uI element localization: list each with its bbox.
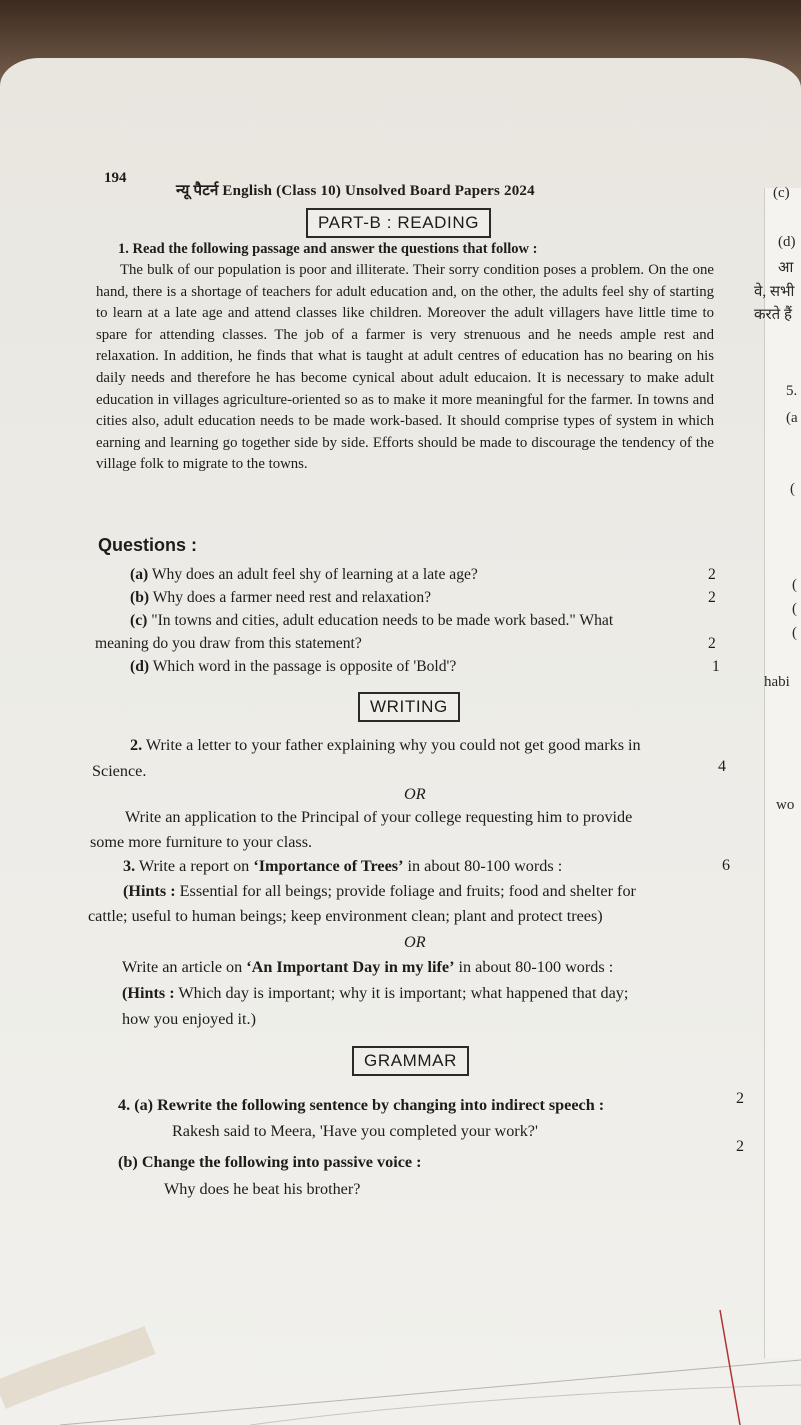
q2-alt-line1: Write an application to the Principal of your college requesting him to provide	[125, 808, 633, 826]
question-a-marks: 2	[708, 566, 716, 583]
question-c-cont: meaning do you draw from this statement?	[95, 635, 362, 652]
reading-passage: The bulk of our population is poor and illiterate. Their sorry condition poses a problem. On the one hand, there is a shortage of teachers for adult education and, on the other, the adults feel shy of starting to learn at a late age and attend classes like children. Moreover the adult villagers have little time to spare for attending classes. The job of a farmer is very strenuous and he needs ample rest and relaxation. In addition, he finds that what is taught at adult centres of education has no bearing on his daily needs and therefore he has become cynical about adult educaion. It is necessary to make adult education in villages agriculture-oriented so as to make it more meaningful for the farmer. In towns and cities also, adult education needs to be made work-based. It should comprise types of system in which earning and learning go together side by side. Efforts should be made to discourage the tendency of the village folk to migrate to the towns.	[96, 262, 714, 473]
question-d-marks: 1	[712, 658, 720, 675]
q1-number: 1.	[118, 241, 129, 257]
adjacent-fragment: (	[792, 625, 797, 641]
underlying-paper-lines	[0, 1300, 801, 1425]
adjacent-fragment: (a	[786, 410, 798, 426]
q4a-line: 4. (a) Rewrite the following sentence by changing into indirect speech :	[118, 1096, 605, 1114]
adjacent-page-edge	[764, 188, 801, 1358]
questions-heading: Questions :	[98, 535, 198, 555]
q3-alt-hints-line2: how you enjoyed it.)	[122, 1010, 256, 1028]
q2-or: OR	[404, 785, 426, 803]
page-number: 194	[104, 170, 127, 186]
book-title: न्यू पैटर्न English (Class 10) Unsolved Board Papers 2024	[176, 183, 535, 199]
adjacent-fragment: habi	[764, 674, 790, 690]
q4b-marks: 2	[736, 1138, 744, 1155]
q3-hints-line1: (Hints : Essential for all beings; provide foliage and fruits; food and shelter for	[123, 882, 636, 900]
adjacent-fragment: (	[792, 577, 797, 593]
q4a-marks: 2	[736, 1090, 744, 1107]
q3-alt-hints-line1: (Hints : Which day is important; why it is important; what happened that day;	[122, 984, 629, 1002]
adjacent-fragment: 5.	[786, 383, 798, 399]
q3-or: OR	[404, 933, 426, 951]
question-d: (d) Which word in the passage is opposite of 'Bold'?	[130, 658, 457, 675]
q1-instruction	[118, 241, 537, 258]
question-b-marks: 2	[708, 589, 716, 606]
adjacent-fragment: (c)	[773, 185, 790, 201]
q2-line1: 2. Write a letter to your father explaining why you could not get good marks in	[130, 736, 641, 754]
question-c-marks: 2	[708, 635, 716, 652]
q1-instruction-text: Read the following passage and answer the questions that follow :	[132, 241, 538, 257]
q3-line: 3. Write a report on ‘Importance of Trees’ in about 80-100 words :	[123, 857, 563, 875]
q2-marks: 4	[718, 758, 726, 775]
question-c: (c) "In towns and cities, adult education needs to be made work based." What	[130, 612, 614, 629]
adjacent-fragment: करते हैं	[754, 307, 792, 323]
q3-alt-line: Write an article on ‘An Important Day in my life’ in about 80-100 words :	[122, 958, 614, 976]
grammar-heading: GRAMMAR	[352, 1046, 469, 1076]
q3-marks: 6	[722, 857, 730, 874]
adjacent-fragment: आ	[778, 260, 794, 276]
q4b-sentence: Why does he beat his brother?	[164, 1180, 361, 1198]
adjacent-fragment: वे, सभी	[754, 284, 795, 300]
adjacent-fragment: wo	[776, 797, 795, 813]
adjacent-fragment: (	[792, 601, 797, 617]
adjacent-fragment: (	[790, 481, 795, 497]
q2-line2: Science.	[92, 762, 147, 780]
adjacent-fragment: (d)	[778, 234, 796, 250]
question-b: (b) Why does a farmer need rest and relaxation?	[130, 589, 432, 606]
writing-heading: WRITING	[358, 692, 460, 722]
part-b-heading: PART-B : READING	[306, 208, 491, 238]
q4a-sentence: Rakesh said to Meera, 'Have you completed your work?'	[172, 1122, 538, 1140]
q2-alt-line2: some more furniture to your class.	[90, 833, 313, 851]
q3-hints-line2: cattle; useful to human beings; keep environment clean; plant and protect trees)	[88, 907, 603, 925]
q4b-line: (b) Change the following into passive voice :	[118, 1153, 422, 1171]
question-a: (a) Why does an adult feel shy of learning at a late age?	[130, 566, 478, 583]
